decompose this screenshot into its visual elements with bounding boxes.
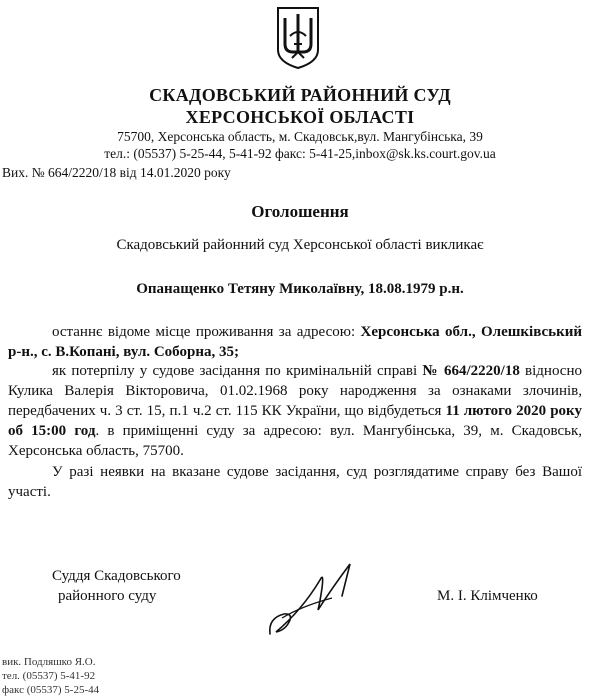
court-address: 75700, Херсонська область, м. Скадовськ,вул. Мангубінська, 39 [117, 129, 483, 144]
case-text-a: як потерпілу у судове засідання по кримінальній справі [52, 363, 423, 379]
judge-name: М. І. Клімченко [437, 588, 538, 604]
summoned-person: Опанащенко Тетяну Миколаївну, 18.08.1979 р.н. [136, 281, 464, 297]
judge-title [52, 566, 181, 606]
court-contacts: тел.: (05537) 5-25-44, 5-41-92 факс: 5-41-25,inbox@sk.ks.court.gov.ua [104, 146, 496, 161]
court-name-line1: СКАДОВСЬКИЙ РАЙОННИЙ СУД [149, 85, 451, 105]
residence-text: останнє відоме місце проживання за адресою: [52, 324, 361, 340]
executor-info [2, 655, 99, 697]
trident-coat-of-arms-icon [276, 6, 320, 70]
executor-fax: факс (05537) 5-25-44 [2, 684, 100, 696]
handwritten-signature [262, 558, 362, 640]
case-paragraph [8, 361, 582, 461]
case-number: № 664/2220/18 [422, 363, 520, 379]
residence-address: Херсонська обл., Олешківський р-н., с. В.Копані, вул. Соборна, 35; [8, 324, 582, 360]
court-name [0, 84, 600, 128]
judge-title-line1: Суддя Скадовського [52, 568, 181, 584]
court-address-block [0, 128, 600, 162]
court-name-line2: ХЕРСОНСЬКОЇ ОБЛАСТІ [185, 107, 415, 127]
executor-phone: тел. (05537) 5-41-92 [2, 670, 96, 682]
absence-paragraph: У разі неявки на вказане судове засідання, суд розглядатиме справу без Вашої участі. [8, 464, 582, 500]
notice-title: Оголошення [251, 202, 349, 221]
hearing-datetime: 11 лютого 2020 року об 15:00 год [8, 403, 582, 439]
case-text-b: відносно Кулика Валерія Вікторовича, 01.02.1968 року народження за ознаками злочинів, передбачених ч. 3 ст. 15, п.1 ч.2 ст. 115 КК України, що відбудеться [8, 363, 582, 419]
case-text-c: . в приміщенні суду за адресою: вул. Мангубінська, 39, м. Скадовськ, Херсонська область, 75700. [8, 423, 582, 459]
judge-title-line2: районного суду [58, 588, 157, 604]
executor-name: вик. Подляшко Я.О. [2, 656, 96, 668]
residence-paragraph [8, 322, 582, 362]
outgoing-number: Вих. № 664/2220/18 від 14.01.2020 року [2, 165, 231, 180]
notice-intro: Скадовський районний суд Херсонської області викликає [116, 237, 484, 253]
